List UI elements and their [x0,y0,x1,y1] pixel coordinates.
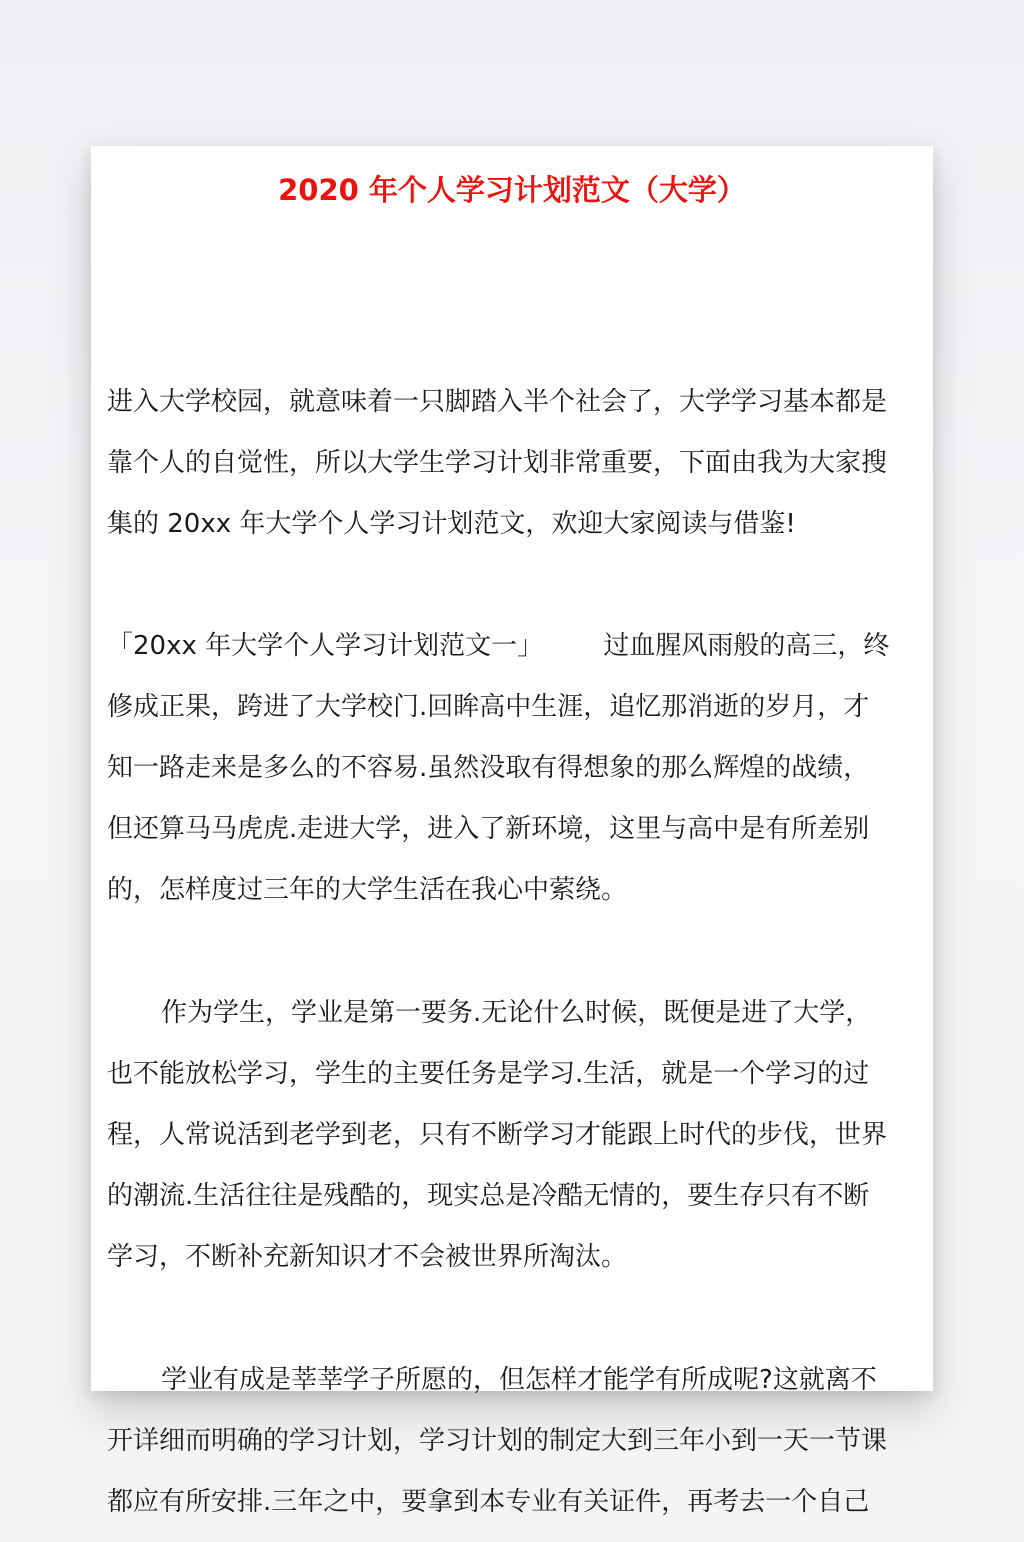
text-line: 修成正果，跨进了大学校门.回眸高中生涯，追忆那消逝的岁月，才 [107,692,870,722]
text-line: 也不能放松学习，学生的主要任务是学习.生活，就是一个学习的过 [107,1059,870,1089]
text-line: 知一路走来是多么的不容易.虽然没取有得想象的那么辉煌的战绩， [107,753,870,783]
text-line: 学业有成是莘莘学子所愿的，但怎样才能学有所成呢?这就离不 [161,1365,877,1395]
text-line: 程，人常说活到老学到老，只有不断学习才能跟上时代的步伐，世界 [107,1120,888,1150]
text-line: 但还算马马虎虎.走进大学，进入了新环境，这里与高中是有所差别 [107,814,870,844]
text-line: 的潮流.生活往往是残酷的，现实总是冷酷无情的，要生存只有不断 [107,1181,870,1211]
text-line: 集的 20xx 年大学个人学习计划范文，欢迎大家阅读与借鉴! [107,509,796,539]
document-page [91,146,933,1517]
text-line: 学习，不断补充新知识才不会被世界所淘汰。 [107,1242,628,1272]
text-line: 靠个人的自觉性，所以大学生学习计划非常重要，下面由我为大家搜 [107,448,888,478]
text-line: 「20xx 年大学个人学习计划范文一」 过血腥风雨般的高三，终 [107,631,890,661]
text-line: 都应有所安排.三年之中，要拿到本专业有关证件，再考去一个自己 [107,1487,870,1517]
document-title: 2020 年个人学习计划范文（大学） [278,173,746,207]
text-line: 开详细而明确的学习计划，学习计划的制定大到三年小到一天一节课 [107,1426,888,1456]
text-line: 作为学生，学业是第一要务.无论什么时候，既便是进了大学， [161,998,872,1028]
text-line: 进入大学校园，就意味着一只脚踏入半个社会了，大学学习基本都是 [107,387,888,417]
text-line: 的，怎样度过三年的大学生活在我心中萦绕。 [107,875,628,905]
